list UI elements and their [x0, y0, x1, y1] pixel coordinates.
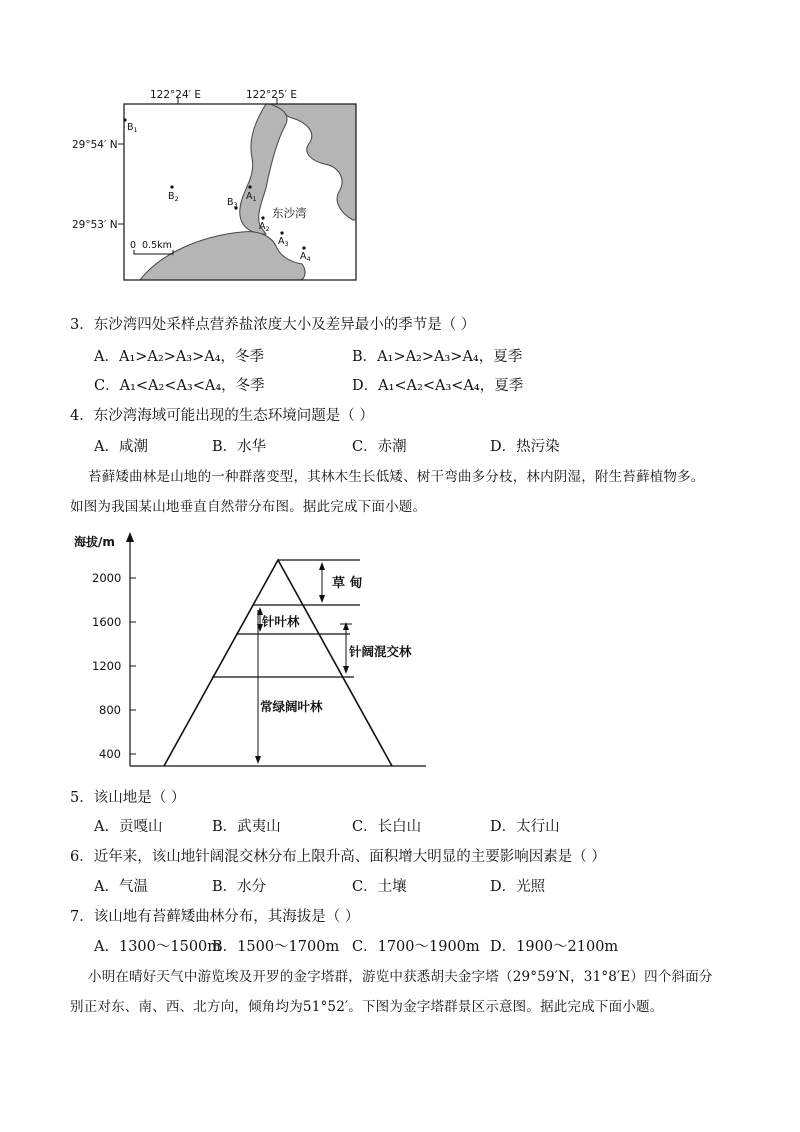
point-a1: $A_1$: [246, 191, 257, 203]
question-5-stem: 5．该山地是（ ）: [70, 790, 186, 806]
point-a2: $A_2$: [259, 221, 270, 233]
question-7-option-c[interactable]: C．1700～1900m: [352, 939, 480, 955]
y-tick-1600: 1600: [92, 615, 122, 629]
question-5-option-d[interactable]: D．太行山: [490, 819, 560, 835]
y-tick-1200: 1200: [92, 659, 122, 673]
altitude-zone-diagram: [70, 528, 430, 778]
question-4-stem: 4．东沙湾海域可能出现的生态环境问题是（ ）: [70, 408, 374, 424]
bay-label: 东沙湾: [272, 206, 307, 220]
point-a3: $A_3$: [278, 236, 289, 248]
question-7-option-d[interactable]: D．1900～2100m: [490, 939, 619, 955]
zone-label-conifer: 针叶林: [262, 614, 300, 629]
question-3-option-c[interactable]: C．A₁<A₂<A₃<A₄，冬季: [94, 378, 265, 394]
intro-paragraph-1-line-1: 苔藓矮曲林是山地的一种群落变型，其林木生长低矮、树干弯曲多分枝，林内阴湿，附生苔藓植物多。: [88, 469, 705, 485]
y-tick-2000: 2000: [92, 571, 122, 585]
point-b3: $B_3$: [227, 197, 238, 209]
y-axis-label: 海拔/m: [74, 535, 115, 549]
question-7-option-a[interactable]: A．1300～1500m: [94, 939, 222, 955]
question-3-stem: 3．东沙湾四处采样点营养盐浓度大小及差异最小的季节是（ ）: [70, 317, 476, 333]
question-4-option-c[interactable]: C．赤潮: [352, 439, 407, 455]
question-7-option-b[interactable]: B．1500～1700m: [212, 939, 340, 955]
question-4-option-b[interactable]: B．水华: [212, 439, 267, 455]
question-3-option-b[interactable]: B．A₁>A₂>A₃>A₄，夏季: [352, 349, 523, 365]
coastal-map: [70, 86, 370, 291]
question-3-option-a[interactable]: A．A₁>A₂>A₃>A₄，冬季: [94, 349, 265, 365]
question-4-option-d[interactable]: D．热污染: [490, 439, 560, 455]
question-6-stem: 6．近年来，该山地针阔混交林分布上限升高、面积增大明显的主要影响因素是（ ）: [70, 849, 606, 865]
y-tick-400: 400: [99, 747, 121, 761]
intro-paragraph-2-line-1: 小明在晴好天气中游览埃及开罗的金字塔群，游览中获悉胡夫金字塔（29°59′N，31°8′E）四个斜面分: [88, 969, 713, 985]
question-3-option-d[interactable]: D．A₁<A₂<A₃<A₄，夏季: [352, 378, 524, 394]
intro-paragraph-2-line-2: 别正对东、南、西、北方向，倾角均为51°52′。下图为金字塔群景区示意图。据此完成下面小题。: [70, 999, 664, 1015]
question-5-option-b[interactable]: B．武夷山: [212, 819, 281, 835]
point-b2: $B_2$: [168, 191, 179, 203]
lat-label-1: 29°54′ N: [72, 139, 118, 151]
y-axis-arrow: [126, 532, 134, 542]
scale-zero: 0: [130, 240, 137, 251]
point-a4: $A_4$: [300, 251, 311, 263]
intro-paragraph-1-line-2: 如图为我国某山地垂直自然带分布图。据此完成下面小题。: [70, 499, 427, 515]
question-6-option-b[interactable]: B．水分: [212, 879, 267, 895]
question-6-option-a[interactable]: A．气温: [94, 879, 148, 895]
lat-label-2: 29°53′ N: [72, 219, 118, 231]
zone-label-meadow: 草 甸: [332, 576, 363, 591]
question-6-option-c[interactable]: C．土壤: [352, 879, 407, 895]
point-b1: $B_1$: [127, 122, 138, 134]
lon-label-2: 122°25′ E: [246, 89, 298, 101]
question-5-option-a[interactable]: A．贡嘎山: [94, 819, 163, 835]
y-tick-800: 800: [99, 703, 121, 717]
question-7-stem: 7．该山地有苔藓矮曲林分布，其海拔是（ ）: [70, 909, 360, 925]
scale-label: 0.5km: [142, 240, 172, 251]
lon-label-1: 122°24′ E: [150, 89, 202, 101]
question-5-option-c[interactable]: C．长白山: [352, 819, 422, 835]
zone-label-mixed: 针阔混交林: [349, 644, 412, 659]
question-6-option-d[interactable]: D．光照: [490, 879, 546, 895]
zone-label-evergreen: 常绿阔叶林: [260, 699, 323, 714]
question-4-option-a[interactable]: A．咸潮: [94, 439, 148, 455]
